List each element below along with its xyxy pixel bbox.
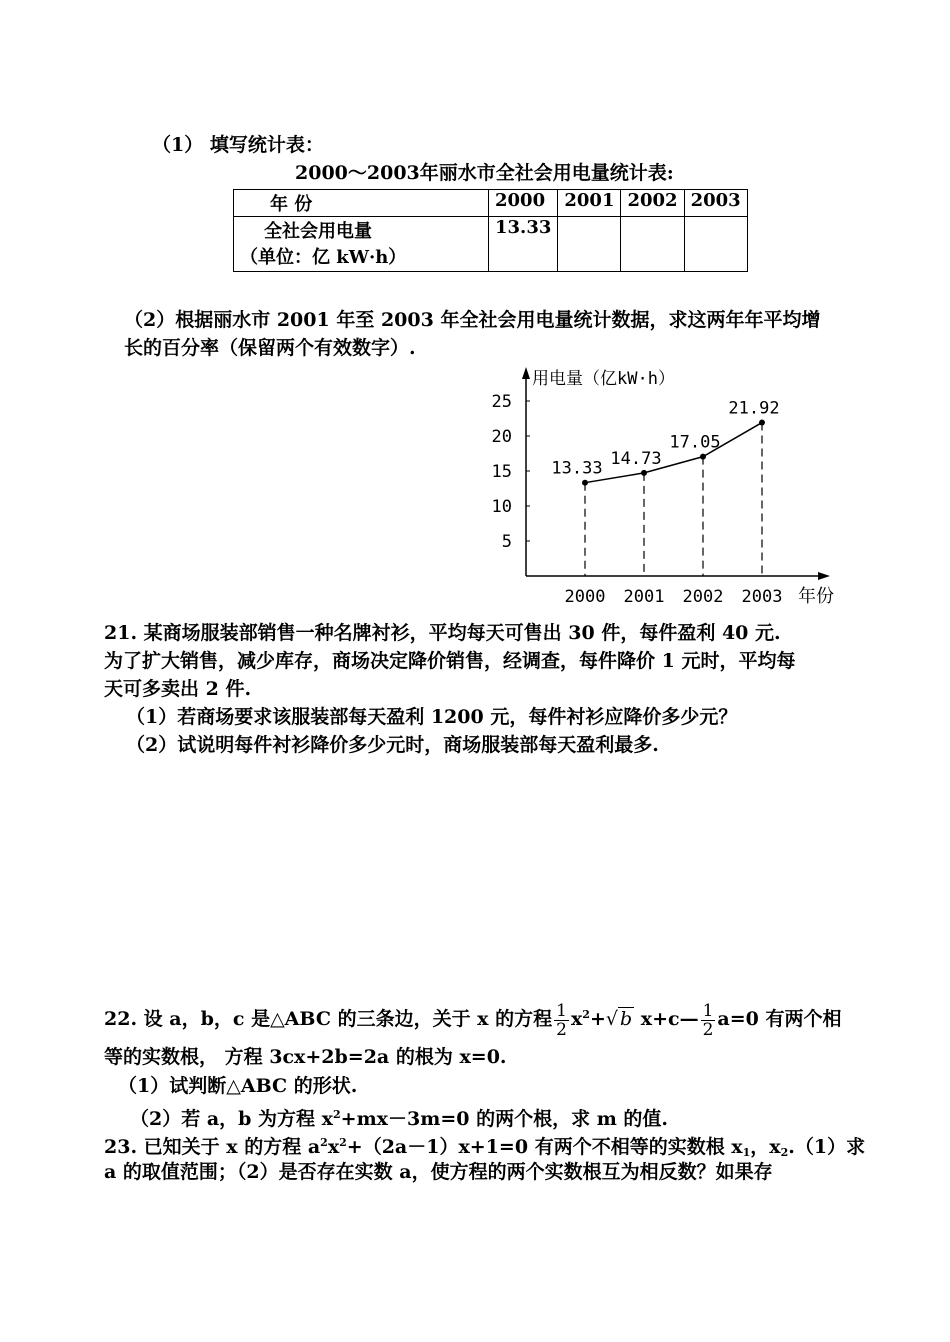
part2-line1: （2）根据丽水市 2001 年至 2003 年全社会用电量统计数据，求这两年年平均增 <box>124 309 821 331</box>
q22-sub2 <box>130 1102 668 1132</box>
x-tick-label: 2003 <box>741 587 783 607</box>
table-title: 2000～2003年丽水市全社会用电量统计表: <box>295 162 674 184</box>
data-label: 14.73 <box>610 448 662 469</box>
q22-sub2-b: +mx－3m=0 的两个根，求 m 的值. <box>340 1108 669 1130</box>
frac-den: 2 <box>702 1019 714 1040</box>
q22-radicand: b <box>619 1008 633 1030</box>
x-tick-label: 2002 <box>682 587 724 607</box>
q23-sub1: 1 <box>742 1146 751 1159</box>
q22-plus: + <box>589 1008 606 1030</box>
y-tick-label: 10 <box>491 497 512 517</box>
y-tick-label: 20 <box>491 427 512 447</box>
q22-sub2-a: （2）若 a，b 为方程 x <box>130 1108 333 1130</box>
q23-sub2: 2 <box>780 1146 789 1159</box>
x-axis-label: 年份 <box>798 586 834 607</box>
table-cell-2000: 13.33 <box>489 217 558 272</box>
data-label: 17.05 <box>669 432 721 453</box>
q22-sub1: （1）试判断△ABC 的形状. <box>118 1075 358 1097</box>
row-label-line2: （单位：亿 kW·h） <box>240 247 407 268</box>
q21-line3: 天可多卖出 2 件. <box>104 678 252 700</box>
q23-a5: .（1）求 <box>788 1136 866 1158</box>
table-header-2002: 2002 <box>621 190 684 217</box>
q22-line2: 等的实数根， 方程 3cx+2b=2a 的根为 x=0. <box>104 1046 507 1068</box>
electricity-line-chart <box>480 355 850 610</box>
q22-line1 <box>104 1000 841 1039</box>
data-label: 21.92 <box>728 398 780 419</box>
table-header-row <box>234 190 748 217</box>
data-point <box>759 420 765 426</box>
q23-a1: 23. 已知关于 x 的方程 a <box>104 1136 321 1158</box>
row-label-line1: 全社会用电量 <box>264 221 372 242</box>
frac-num: 1 <box>702 1000 714 1021</box>
q22-x: x <box>570 1008 583 1030</box>
q21-sub1: （1）若商场要求该服装部每天盈利 1200 元，每件衬衫应降价多少元？ <box>126 706 738 728</box>
y-tick-label: 5 <box>501 532 512 552</box>
q22-pre: 22. 设 a，b，c 是△ABC 的三条边，关于 x 的方程 <box>104 1008 553 1030</box>
y-tick-label: 25 <box>491 392 512 412</box>
frac-den: 2 <box>556 1019 567 1040</box>
data-point <box>641 470 647 476</box>
frac-num: 1 <box>556 1000 567 1021</box>
table-row-label <box>234 217 489 272</box>
q23-a3: +（2a－1）x+1=0 有两个不相等的实数根 x <box>346 1136 743 1158</box>
x-axis-arrow <box>818 572 830 580</box>
q23-s2: 2 <box>339 1136 347 1149</box>
table-header-2003: 2003 <box>684 190 747 217</box>
q23-a4: ，x <box>750 1136 781 1158</box>
q22-sub2-square: 2 <box>333 1108 341 1121</box>
q21-line1: 21. 某商场服装部销售一种名牌衬衫，平均每天可售出 30 件，每件盈利 40 元. <box>104 622 781 644</box>
data-point <box>700 454 706 460</box>
y-axis-label: 用电量（亿kW·h） <box>532 369 675 389</box>
table-header-2001: 2001 <box>558 190 621 217</box>
q21-line2: 为了扩大销售，减少库存，商场决定降价销售，经调查，每件降价 1 元时，平均每 <box>104 650 796 672</box>
q22-sqrt: √ b <box>605 1008 633 1030</box>
table-cell-2001 <box>558 217 621 272</box>
table-header-year: 年 份 <box>234 190 489 217</box>
q22-square: 2 <box>582 1008 590 1021</box>
y-axis-arrow <box>522 367 530 379</box>
table-cell-2002 <box>621 217 684 272</box>
part2-line2: 长的百分率（保留两个有效数字）. <box>124 337 416 359</box>
q23-line2: a 的取值范围；（2）是否存在实数 a，使方程的两个实数根互为相反数？如果存 <box>104 1161 773 1183</box>
q23-a2: x <box>327 1136 340 1158</box>
q22-post: a=0 有两个相 <box>717 1008 842 1030</box>
data-point <box>582 480 588 486</box>
x-tick-label: 2000 <box>564 587 606 607</box>
q21-sub2: （2）试说明每件衬衫降价多少元时，商场服装部每天盈利最多. <box>126 734 659 756</box>
q23-s1: 2 <box>320 1136 328 1149</box>
q22-fraction-a <box>554 1002 569 1039</box>
table-cell-2003 <box>684 217 747 272</box>
q22-mid: x+c— <box>634 1008 699 1030</box>
statistics-table <box>233 189 748 272</box>
x-tick-label: 2001 <box>623 587 665 607</box>
table-header-2000: 2000 <box>489 190 558 217</box>
data-label: 13.33 <box>551 458 603 479</box>
table-data-row <box>234 217 748 272</box>
part1-label: （1） 填写统计表： <box>152 134 324 156</box>
q22-fraction-b <box>701 1002 716 1039</box>
y-tick-label: 15 <box>491 462 512 482</box>
